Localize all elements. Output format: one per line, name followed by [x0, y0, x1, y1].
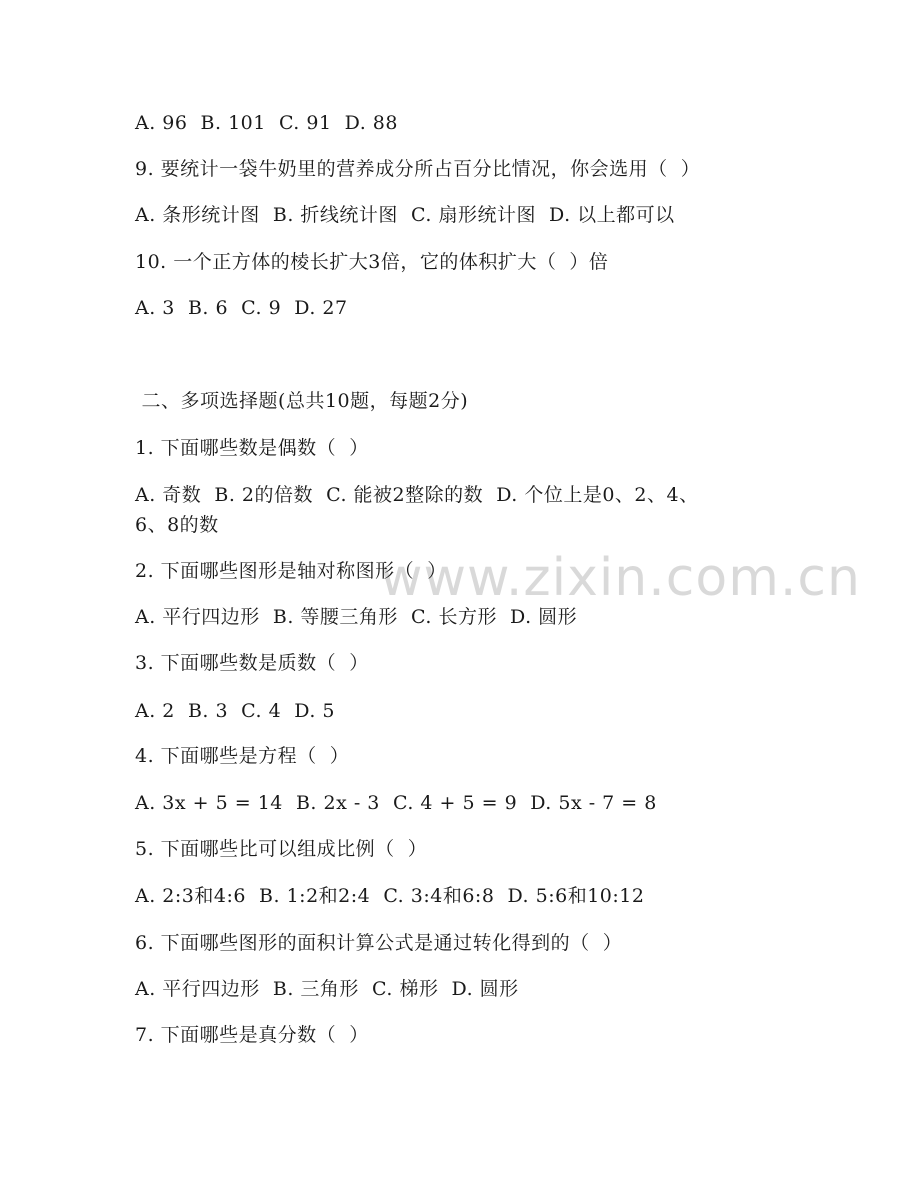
watermark: www.zixin.com.cn — [380, 548, 861, 608]
q10-question: 10. 一个正方体的棱长扩大3倍，它的体积扩大（ ）倍 — [135, 251, 609, 273]
mq4-options: A. 3x + 5 = 14 B. 2x - 3 C. 4 + 5 = 9 D. 5x - 7 = 8 — [135, 792, 657, 814]
mq1-options: A. 奇数 B. 2的倍数 C. 能被2整除的数 D. 个位上是0、2、4、 — [135, 484, 699, 506]
mq3-options: A. 2 B. 3 C. 4 D. 5 — [135, 700, 336, 722]
section-heading: 二、多项选择题(总共10题，每题2分) — [135, 390, 469, 412]
mq5-question: 5. 下面哪些比可以组成比例（ ） — [135, 838, 428, 860]
q10-options: A. 3 B. 6 C. 9 D. 27 — [135, 297, 348, 319]
mq4-question: 4. 下面哪些是方程（ ） — [135, 745, 350, 767]
mq1-options-continued: 6、8的数 — [135, 514, 219, 536]
mq3-question: 3. 下面哪些数是质数（ ） — [135, 652, 369, 674]
mq2-question: 2. 下面哪些图形是轴对称图形（ ） — [135, 560, 447, 582]
mq2-options: A. 平行四边形 B. 等腰三角形 C. 长方形 D. 圆形 — [135, 606, 578, 628]
q9-question: 9. 要统计一袋牛奶里的营养成分所占百分比情况，你会选用（ ） — [135, 158, 701, 180]
mq7-question: 7. 下面哪些是真分数（ ） — [135, 1024, 369, 1046]
q9-options: A. 条形统计图 B. 折线统计图 C. 扇形统计图 D. 以上都可以 — [135, 204, 675, 226]
mq1-question: 1. 下面哪些数是偶数（ ） — [135, 437, 369, 459]
mq6-question: 6. 下面哪些图形的面积计算公式是通过转化得到的（ ） — [135, 932, 623, 954]
mq6-options: A. 平行四边形 B. 三角形 C. 梯形 D. 圆形 — [135, 978, 519, 1000]
mq5-options: A. 2:3和4:6 B. 1:2和2:4 C. 3:4和6:8 D. 5:6和10:12 — [135, 885, 645, 907]
q8-options: A. 96 B. 101 C. 91 D. 88 — [135, 112, 398, 134]
